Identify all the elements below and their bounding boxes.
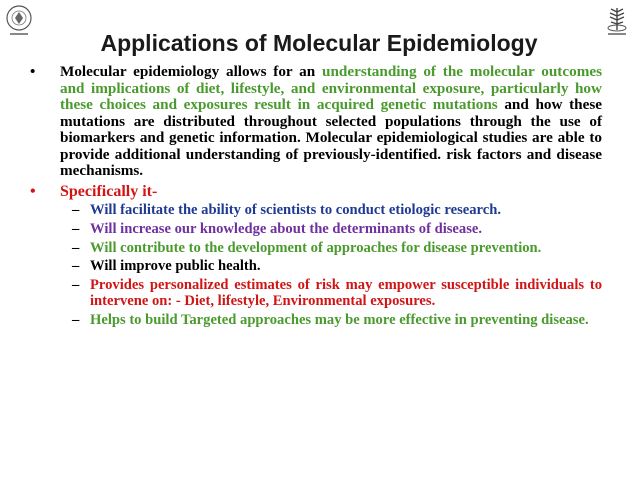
subitem-disease-prevention <box>30 241 602 257</box>
subitem-text: Will increase our knowledge about the determinants of disease. <box>90 220 483 237</box>
subitem-text: Will facilitate the ability of scientists to conduct etiologic research. <box>90 202 501 218</box>
bullet-marker: • <box>30 182 36 200</box>
dash-marker: – <box>72 277 80 294</box>
subitem-personalized-risk <box>30 278 602 310</box>
bullet-marker: • <box>30 63 36 80</box>
bullet-highlight-text: understanding of the molecular outcomes and implications of diet, lifestyle, and environmental exposure, particularly how these choices and exposures result in acquired genetic mutations <box>60 63 602 113</box>
subitem-targeted-approaches <box>30 313 602 329</box>
subitem-etiologic-research <box>30 203 602 219</box>
page-title: Applications of Molecular Epidemiology <box>100 30 538 56</box>
subitem-text: Provides personalized estimates of risk may empower susceptible individuals to intervene on: - Diet, lifestyle, Environmental exposures. <box>90 277 602 309</box>
bullet-specifically-text: Specifically it- <box>60 182 158 200</box>
dash-marker: – <box>72 220 80 237</box>
dash-marker: – <box>72 202 80 218</box>
bullet-specifically <box>30 184 602 201</box>
dash-marker: – <box>72 258 80 275</box>
subitem-text: Helps to build Targeted approaches may be more effective in preventing disease. <box>90 311 589 328</box>
dash-marker: – <box>72 311 80 328</box>
dash-marker: – <box>72 239 80 256</box>
bullet-molecular-epidemiology <box>30 64 602 180</box>
subitem-public-health <box>30 259 602 275</box>
subitem-text: Will improve public health. <box>90 258 261 275</box>
slide-body <box>30 64 602 329</box>
bullet-text-part2: and how these mutations are distributed throughout selected populations through the use of biomarkers and genetic information. Molecular epidemiological studies are able to provide additional understanding of previously-identified. risk factors and disease mechanisms. <box>60 96 602 179</box>
subitem-text: Will contribute to the development of approaches for disease prevention. <box>90 239 542 256</box>
bullet-text-part1: Molecular epidemiology allows for an <box>60 63 323 80</box>
subitem-determinants <box>30 222 602 238</box>
